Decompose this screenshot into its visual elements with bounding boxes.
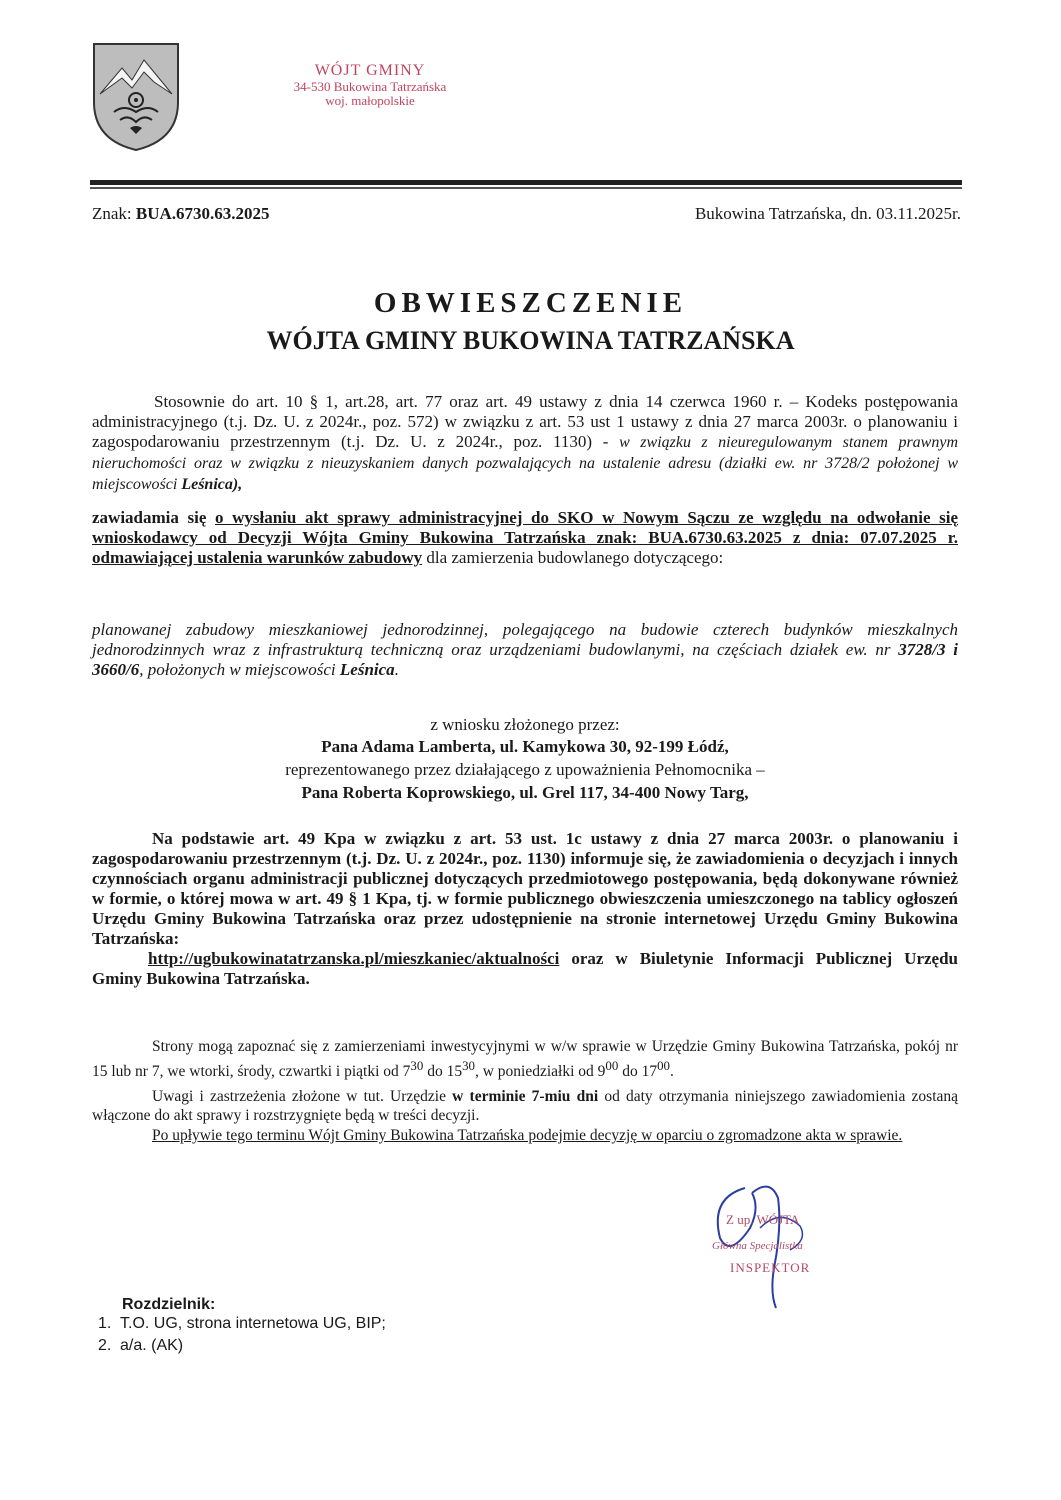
project-locality: Leśnica	[339, 660, 395, 679]
notification-paragraph	[92, 508, 958, 568]
legal-basis-paragraph	[92, 392, 958, 495]
list-item-number: 1.	[98, 1315, 112, 1332]
applicant-name: Pana Adama Lamberta, ul. Kamykowa 30, 92-199 Łódź,	[321, 737, 729, 756]
stamp-line-2: 34-530 Bukowina Tatrzańska	[293, 78, 447, 94]
signature-line-3: INSPEKTOR	[730, 1260, 811, 1275]
hours-sup-1: 30	[410, 1058, 424, 1073]
coat-of-arms-icon	[92, 42, 180, 152]
project-text: planowanej zabudowy mieszkaniowej jednorodzinnej, polegającego na budowie czterech budynków mieszkalnych jednorodzinnych wraz z infrastrukturą techniczną oraz urządzeniami budowlanymi, na częściach działek ew. nr	[92, 620, 958, 659]
distribution-list	[92, 1313, 386, 1357]
hours-text-5: .	[669, 1063, 674, 1081]
comments-paragraph	[92, 1087, 958, 1125]
signature-line-1: Z up. WÓJTA	[726, 1212, 800, 1227]
notification-subject: o wysłaniu akt sprawy administracyjnej do SKO w Nowym Sączu ze względu na odwołanie się wnioskodawcy od Decyzji Wójta Gminy Bukowina Tatrzańska znak: BUA.6730.63.2025 z dnia: 07.07.2025 r. odmawiającej ustalenia warunków zabudowy	[92, 508, 958, 567]
stamp-line-3: woj. małopolskie	[325, 92, 415, 108]
inspection-hours-paragraph	[92, 1037, 958, 1081]
hours-text-3: , w poniedziałki od 9	[474, 1063, 606, 1081]
proxy-name: Pana Roberta Koprowskiego, ul. Grel 117, 34-400 Nowy Targ,	[301, 783, 749, 802]
hours-sup-3: 00	[605, 1058, 619, 1073]
hours-sup-2: 30	[462, 1058, 475, 1073]
reference-number	[92, 204, 270, 224]
header-divider	[90, 180, 962, 185]
project-description	[92, 620, 958, 680]
public-notice-text: Na podstawie art. 49 Kpa w związku z art. 53 ust. 1c ustawy z dnia 27 marca 2003r. o planowaniu i zagospodarowaniu przestrzennym (t.j. Dz. U. z 2024r., poz. 1130) informuje się, że zawiadomienia o decyzjach i innych czynnościach organu administracji publicznej dotyczących przedmiotowego postępowania, będą dokonywane również w formie, o której mowa w art. 49 § 1 Kpa, tj. w formie publicznego obwieszczenia umieszczonego na tablicy ogłoszeń Urzędu Gminy Bukowina Tatrzańska oraz przez udostępnienie na stronie internetowej Urzędu Gminy Bukowina Tatrzańska:	[92, 829, 958, 948]
reference-value: BUA.6730.63.2025	[135, 204, 270, 223]
project-text-3: .	[394, 660, 399, 679]
distribution-title: Rozdzielnik:	[122, 1296, 216, 1313]
parcel-numbers: 3728/3 i 3660/6	[92, 640, 959, 679]
applicant-intro: z wniosku złożonego przez:	[430, 715, 620, 734]
notification-lead: zawiadamia się	[92, 508, 215, 527]
locality-name: Leśnica),	[181, 476, 243, 493]
project-text-2: , położonych w miejscowości	[139, 660, 340, 679]
place-and-date: Bukowina Tatrzańska, dn. 03.11.2025r.	[694, 204, 961, 223]
legal-basis-text: Stosownie do art. 10 § 1, art.28, art. 77 oraz art. 49 ustawy z dnia 14 czerwca 1960 r. – Kodeks postępowania administracyjnego (t.j. Dz. U. z 2024r., poz. 572) w związku z art. 53 ust 1 ustawy z dnia 27 marca 2003r. o planowaniu i zagospodarowaniu przestrzennym (t.j. Dz. U. z 2024r., poz. 1130) -	[92, 392, 958, 451]
list-item	[92, 1335, 386, 1357]
public-notice-tail: oraz w Biuletynie Informacji Publicznej Urzędu Gminy Bukowina Tatrzańska.	[92, 949, 958, 988]
hours-text-1: Strony mogą zapoznać się z zamierzeniami inwestycyjnymi w w/w sprawie w Urzędzie Gminy Bukowina Tatrzańska, pokój nr 15 lub nr 7, we wtorki, środy, czwartki i piątki od 7	[92, 1038, 958, 1081]
website-link[interactable]: http://ugbukowinatatrzanska.pl/mieszkaniec/aktualności	[148, 949, 560, 968]
stamp-line-1: WÓJT GMINY	[314, 62, 426, 79]
applicant-represented: reprezentowanego przez działającego z upoważnienia Pełnomocnika –	[285, 760, 765, 779]
list-item	[92, 1313, 386, 1335]
deadline-paragraph: Po upływie tego terminu Wójt Gminy Bukowina Tatrzańska podejmie decyzję w oparciu o zgromadzone akta w sprawie.	[152, 1127, 903, 1144]
public-notice-paragraph	[92, 829, 958, 989]
comments-deadline: w terminie 7-miu dni	[452, 1088, 599, 1105]
signature-block	[690, 1168, 860, 1318]
legal-basis-italic: w związku z nieuregulowanym stanem prawnym nieruchomości oraz w związku z nieuzyskaniem danych pozwalających na ustalenie adresu (działki ew. nr 3728/2 położonej w miejscowości	[92, 434, 958, 493]
signature-line-2: Główna Specjalistka	[712, 1240, 803, 1252]
hours-text-4: do 17	[618, 1063, 658, 1081]
notification-tail: dla zamierzenia budowlanego dotyczącego:	[422, 548, 724, 567]
document-subtitle: WÓJTA GMINY BUKOWINA TATRZAŃSKA	[266, 326, 795, 355]
document-title: OBWIESZCZENIE	[373, 287, 688, 319]
list-item-text: T.O. UG, strona internetowa UG, BIP;	[120, 1315, 386, 1332]
hours-sup-4: 00	[657, 1058, 670, 1073]
comments-text-2: od daty otrzymania niniejszego zawiadomienia zostaną włączone do akt sprawy i rozstrzygnięte będą w treści decyzji.	[92, 1088, 959, 1124]
comments-text-1: Uwagi i zastrzeżenia złożone w tut. Urzędzie	[152, 1088, 453, 1105]
reference-label: Znak:	[92, 204, 136, 223]
header-divider-thin	[90, 187, 962, 189]
list-item-text: a/a. (AK)	[120, 1337, 184, 1354]
hours-text-2: do 15	[423, 1063, 463, 1081]
list-item-number: 2.	[98, 1337, 112, 1354]
office-stamp	[250, 62, 490, 108]
